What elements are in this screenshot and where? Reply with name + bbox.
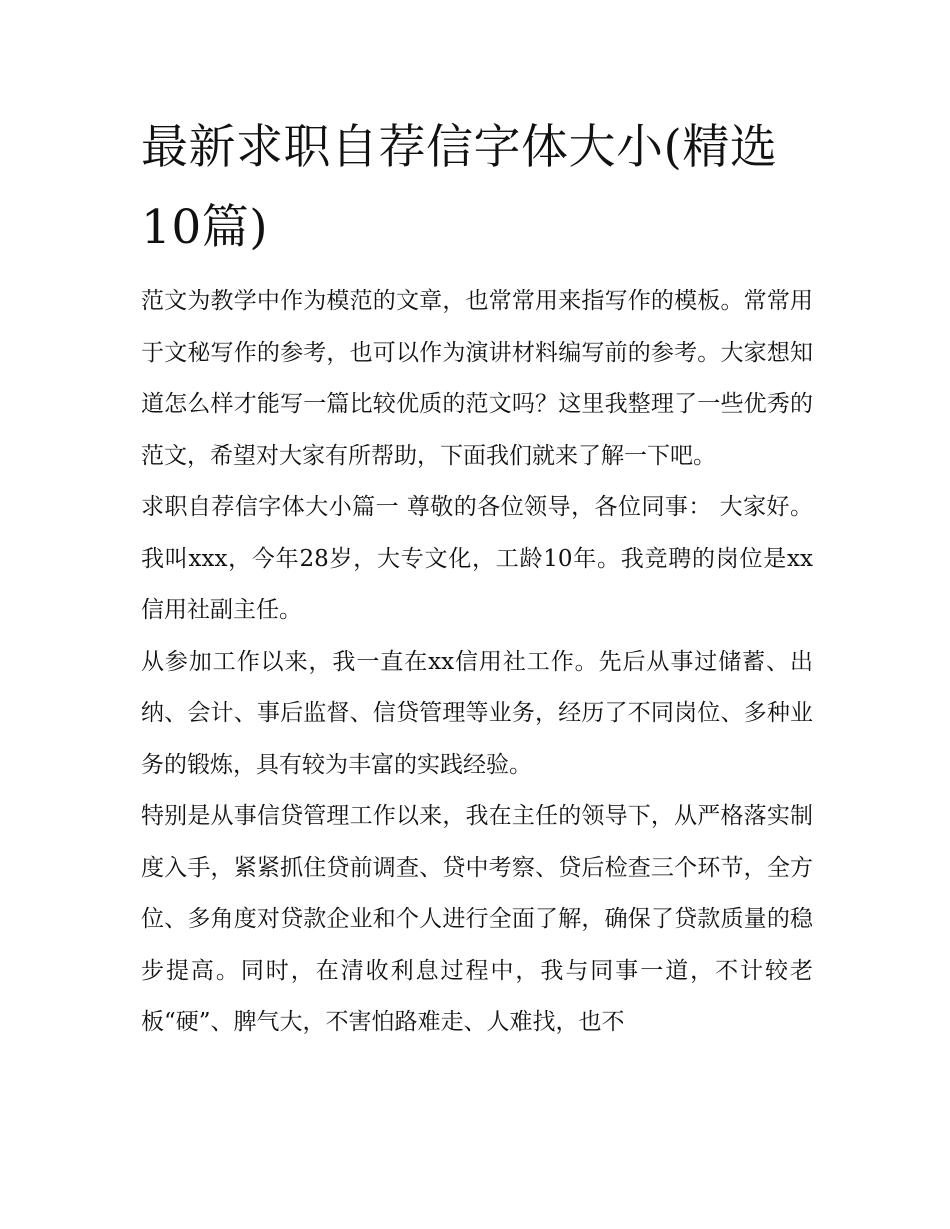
document-title: 最新求职自荐信字体大小(精选10篇) — [141, 120, 778, 255]
paragraph-letter-opening: 求职自荐信字体大小篇一 尊敬的各位领导，各位同事： 大家好。 我叫xxx，今年28岁，大专文化，工龄10年。我竞聘的岗位是xx信用社副主任。 — [141, 494, 813, 623]
document-page — [141, 108, 813, 1049]
paragraph-work-experience: 从参加工作以来，我一直在xx信用社工作。先后从事过储蓄、出纳、会计、事后监督、信贷管理等业务，经历了不同岗位、多种业务的锻炼，具有较为丰富的实践经验。 — [141, 648, 813, 778]
paragraph-intro: 范文为教学中作为模范的文章，也常常用来指写作的模板。常常用于文秘写作的参考，也可以作为演讲材料编写前的参考。大家想知道怎么样才能写一篇比较优质的范文吗？这里我整理了一些优秀的范文，希望对大家有所帮助，下面我们就来了解一下吧。 — [141, 288, 813, 469]
paragraph-credit-management: 特别是从事信贷管理工作以来，我在主任的领导下，从严格落实制度入手，紧紧抓住贷前调查、贷中考察、贷后检查三个环节，全方位、多角度对贷款企业和个人进行全面了解，确保了贷款质量的稳步提高。同时，在清收利息过程中，我与同事一道，不计较老板“硬”、脾气大，不害怕路难走、人难找，也不 — [141, 803, 813, 1035]
